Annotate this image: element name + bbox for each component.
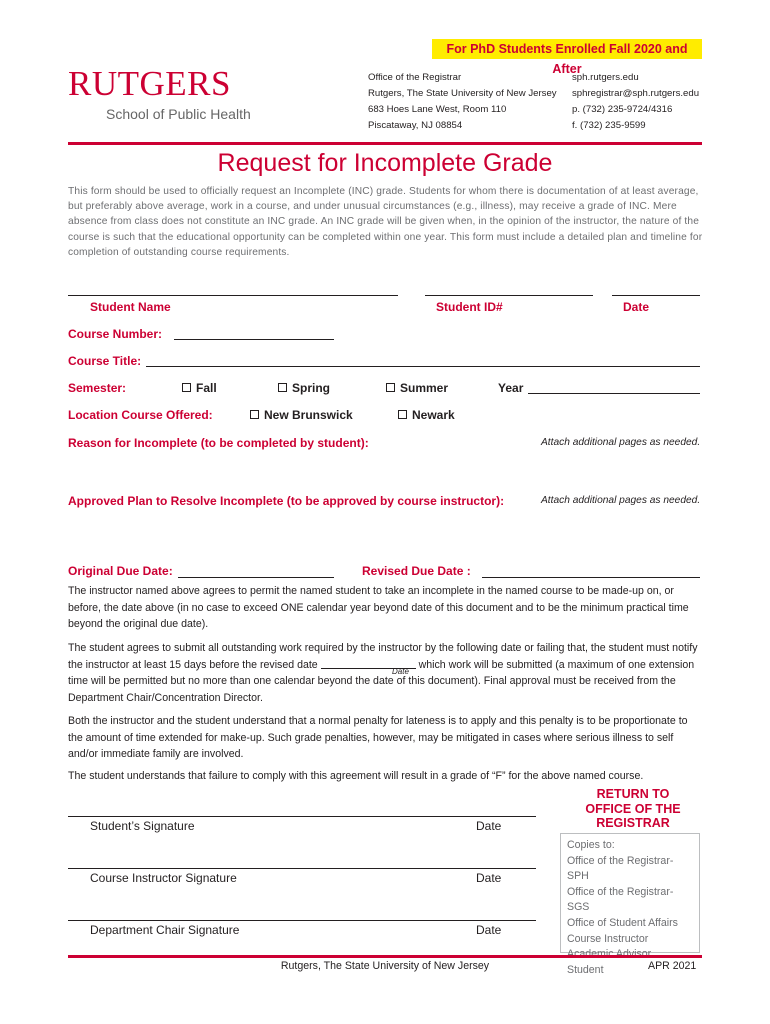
checkbox-icon [182, 383, 191, 392]
original-due-label: Original Due Date: [68, 564, 173, 578]
website-link[interactable]: sph.rutgers.edu [572, 72, 639, 83]
revised-due-field[interactable] [482, 577, 700, 578]
agreement-paragraph-2 [68, 640, 704, 706]
copies-item: Student [567, 963, 604, 976]
student-id-field[interactable] [425, 295, 593, 296]
paragraph-2-text-b: which work will be submitted (a maximum of one extension time will be permitted but no more than one calendar beyond the date of this document). Final approval must be received from the Department Chair/Concentration Director. [68, 658, 695, 704]
newark-checkbox[interactable] [398, 408, 455, 422]
course-title-field[interactable] [146, 366, 700, 367]
course-number-label: Course Number: [68, 327, 163, 341]
chair-signature-field[interactable] [68, 920, 536, 921]
date-caption: Date [392, 667, 409, 676]
course-number-field[interactable] [174, 339, 334, 340]
date-label: Date [623, 300, 650, 314]
summer-checkbox[interactable] [386, 381, 448, 395]
copies-heading: Copies to: [567, 839, 615, 851]
plan-text-area[interactable] [68, 510, 702, 560]
fax-number: f. (732) 235-9599 [572, 120, 646, 131]
contact-info [572, 70, 712, 134]
copies-item: Course Instructor [567, 932, 649, 945]
office-line: Rutgers, The State University of New Jersey [368, 88, 557, 99]
agreement-paragraph-4: The student understands that failure to comply with this agreement will result in a grade of “F” for the above named course. [68, 770, 644, 782]
checkbox-icon [398, 410, 407, 419]
instructor-signature-label: Course Instructor Signature [90, 871, 237, 885]
fall-label: Fall [196, 381, 217, 395]
checkbox-icon [278, 383, 287, 392]
spring-label: Spring [292, 381, 330, 395]
copies-item: Office of the Registrar-SGS [567, 885, 674, 914]
plan-attach-note: Attach additional pages as needed. [541, 495, 701, 506]
office-line: Piscataway, NJ 08854 [368, 120, 463, 131]
enrollment-banner: For PhD Students Enrolled Fall 2020 and After [432, 39, 702, 59]
checkbox-icon [250, 410, 259, 419]
date-field[interactable] [612, 295, 700, 296]
instructor-signature-date: Date [476, 871, 502, 885]
summer-label: Summer [400, 381, 449, 395]
student-name-field[interactable] [68, 295, 398, 296]
spring-checkbox[interactable] [278, 381, 330, 395]
copies-item: Office of Student Affairs [567, 916, 678, 929]
location-label: Location Course Offered: [68, 408, 213, 422]
paragraph-2-text-a: The student agrees to submit all outstanding work required by the instructor by the following date or failing that, the student must notify the instructor at least 15 days before the revised date [68, 642, 698, 671]
chair-signature-label: Department Chair Signature [90, 923, 240, 937]
year-field[interactable] [528, 393, 700, 394]
semester-label: Semester: [68, 381, 127, 395]
reason-label: Reason for Incomplete (to be completed by student): [68, 436, 369, 450]
rutgers-logo: RUTGERS [68, 64, 231, 103]
newark-label: Newark [412, 408, 455, 422]
checkbox-icon [386, 383, 395, 392]
agreement-paragraph-3: Both the instructor and the student understand that a normal penalty for lateness is to apply and this penalty is to be proportionate to the amount of time extended for make-up. Such grade penalties, however, may be mitigated in cases where serious illness to self and/or immediate family are involved. [68, 715, 688, 761]
student-id-label: Student ID# [436, 300, 503, 314]
header-divider [68, 142, 702, 145]
footer-university: Rutgers, The State University of New Jersey [280, 960, 490, 972]
instructor-signature-field[interactable] [68, 868, 536, 869]
return-line: OFFICE OF THE [585, 801, 681, 816]
reason-attach-note: Attach additional pages as needed. [541, 437, 701, 448]
return-line: REGISTRAR [596, 816, 670, 830]
copies-item: Office of the Registrar-SPH [567, 854, 674, 883]
fall-checkbox[interactable] [182, 381, 217, 395]
intro-text: This form should be used to officially request an Incomplete (INC) grade. Students for whom there is documentation of at least average, but preferably above average, work in a course, and under unusual circumstances (e.g., illness), may receive a grade of INC. Mere absence from class does not constitute an INC grade. An INC grade will be given when, in the opinion of the instructor, the nature of the course is such that the educational opportunity can be completed within one year. This form must include a detailed plan and timeline for completion of outstanding course requirements. [68, 186, 703, 258]
chair-signature-date: Date [476, 923, 502, 937]
agreement-paragraph-1: The instructor named above agrees to permit the named student to take an incomplete in the named course to be made-up on, or before, the date above (in no case to exceed ONE calendar year beyond date of this document and to be the minimum practical time beyond the original due date). [68, 585, 689, 631]
return-to-notice [560, 787, 706, 831]
new-brunswick-checkbox[interactable] [250, 408, 353, 422]
office-line: 683 Hoes Lane West, Room 110 [368, 104, 507, 115]
return-line: RETURN TO [596, 787, 670, 801]
revision-date: APR 2021 [648, 960, 697, 972]
student-name-label: Student Name [90, 300, 171, 314]
office-line: Office of the Registrar [368, 72, 462, 83]
year-label: Year [498, 381, 524, 395]
footer-divider [68, 955, 702, 958]
student-signature-date: Date [476, 819, 502, 833]
email-link[interactable]: sphregistrar@sph.rutgers.edu [572, 88, 700, 99]
office-address [368, 70, 558, 134]
phone-number: p. (732) 235-9724/4316 [572, 104, 673, 115]
student-signature-label: Student’s Signature [90, 819, 195, 833]
new-brunswick-label: New Brunswick [264, 408, 353, 422]
revised-due-label: Revised Due Date : [362, 564, 471, 578]
original-due-field[interactable] [178, 577, 334, 578]
plan-label: Approved Plan to Resolve Incomplete (to be approved by course instructor): [68, 494, 505, 508]
course-title-label: Course Title: [68, 354, 142, 368]
student-signature-field[interactable] [68, 816, 536, 817]
school-name: School of Public Health [106, 106, 251, 122]
reason-text-area[interactable] [68, 452, 702, 490]
form-title: Request for Incomplete Grade [217, 149, 553, 177]
